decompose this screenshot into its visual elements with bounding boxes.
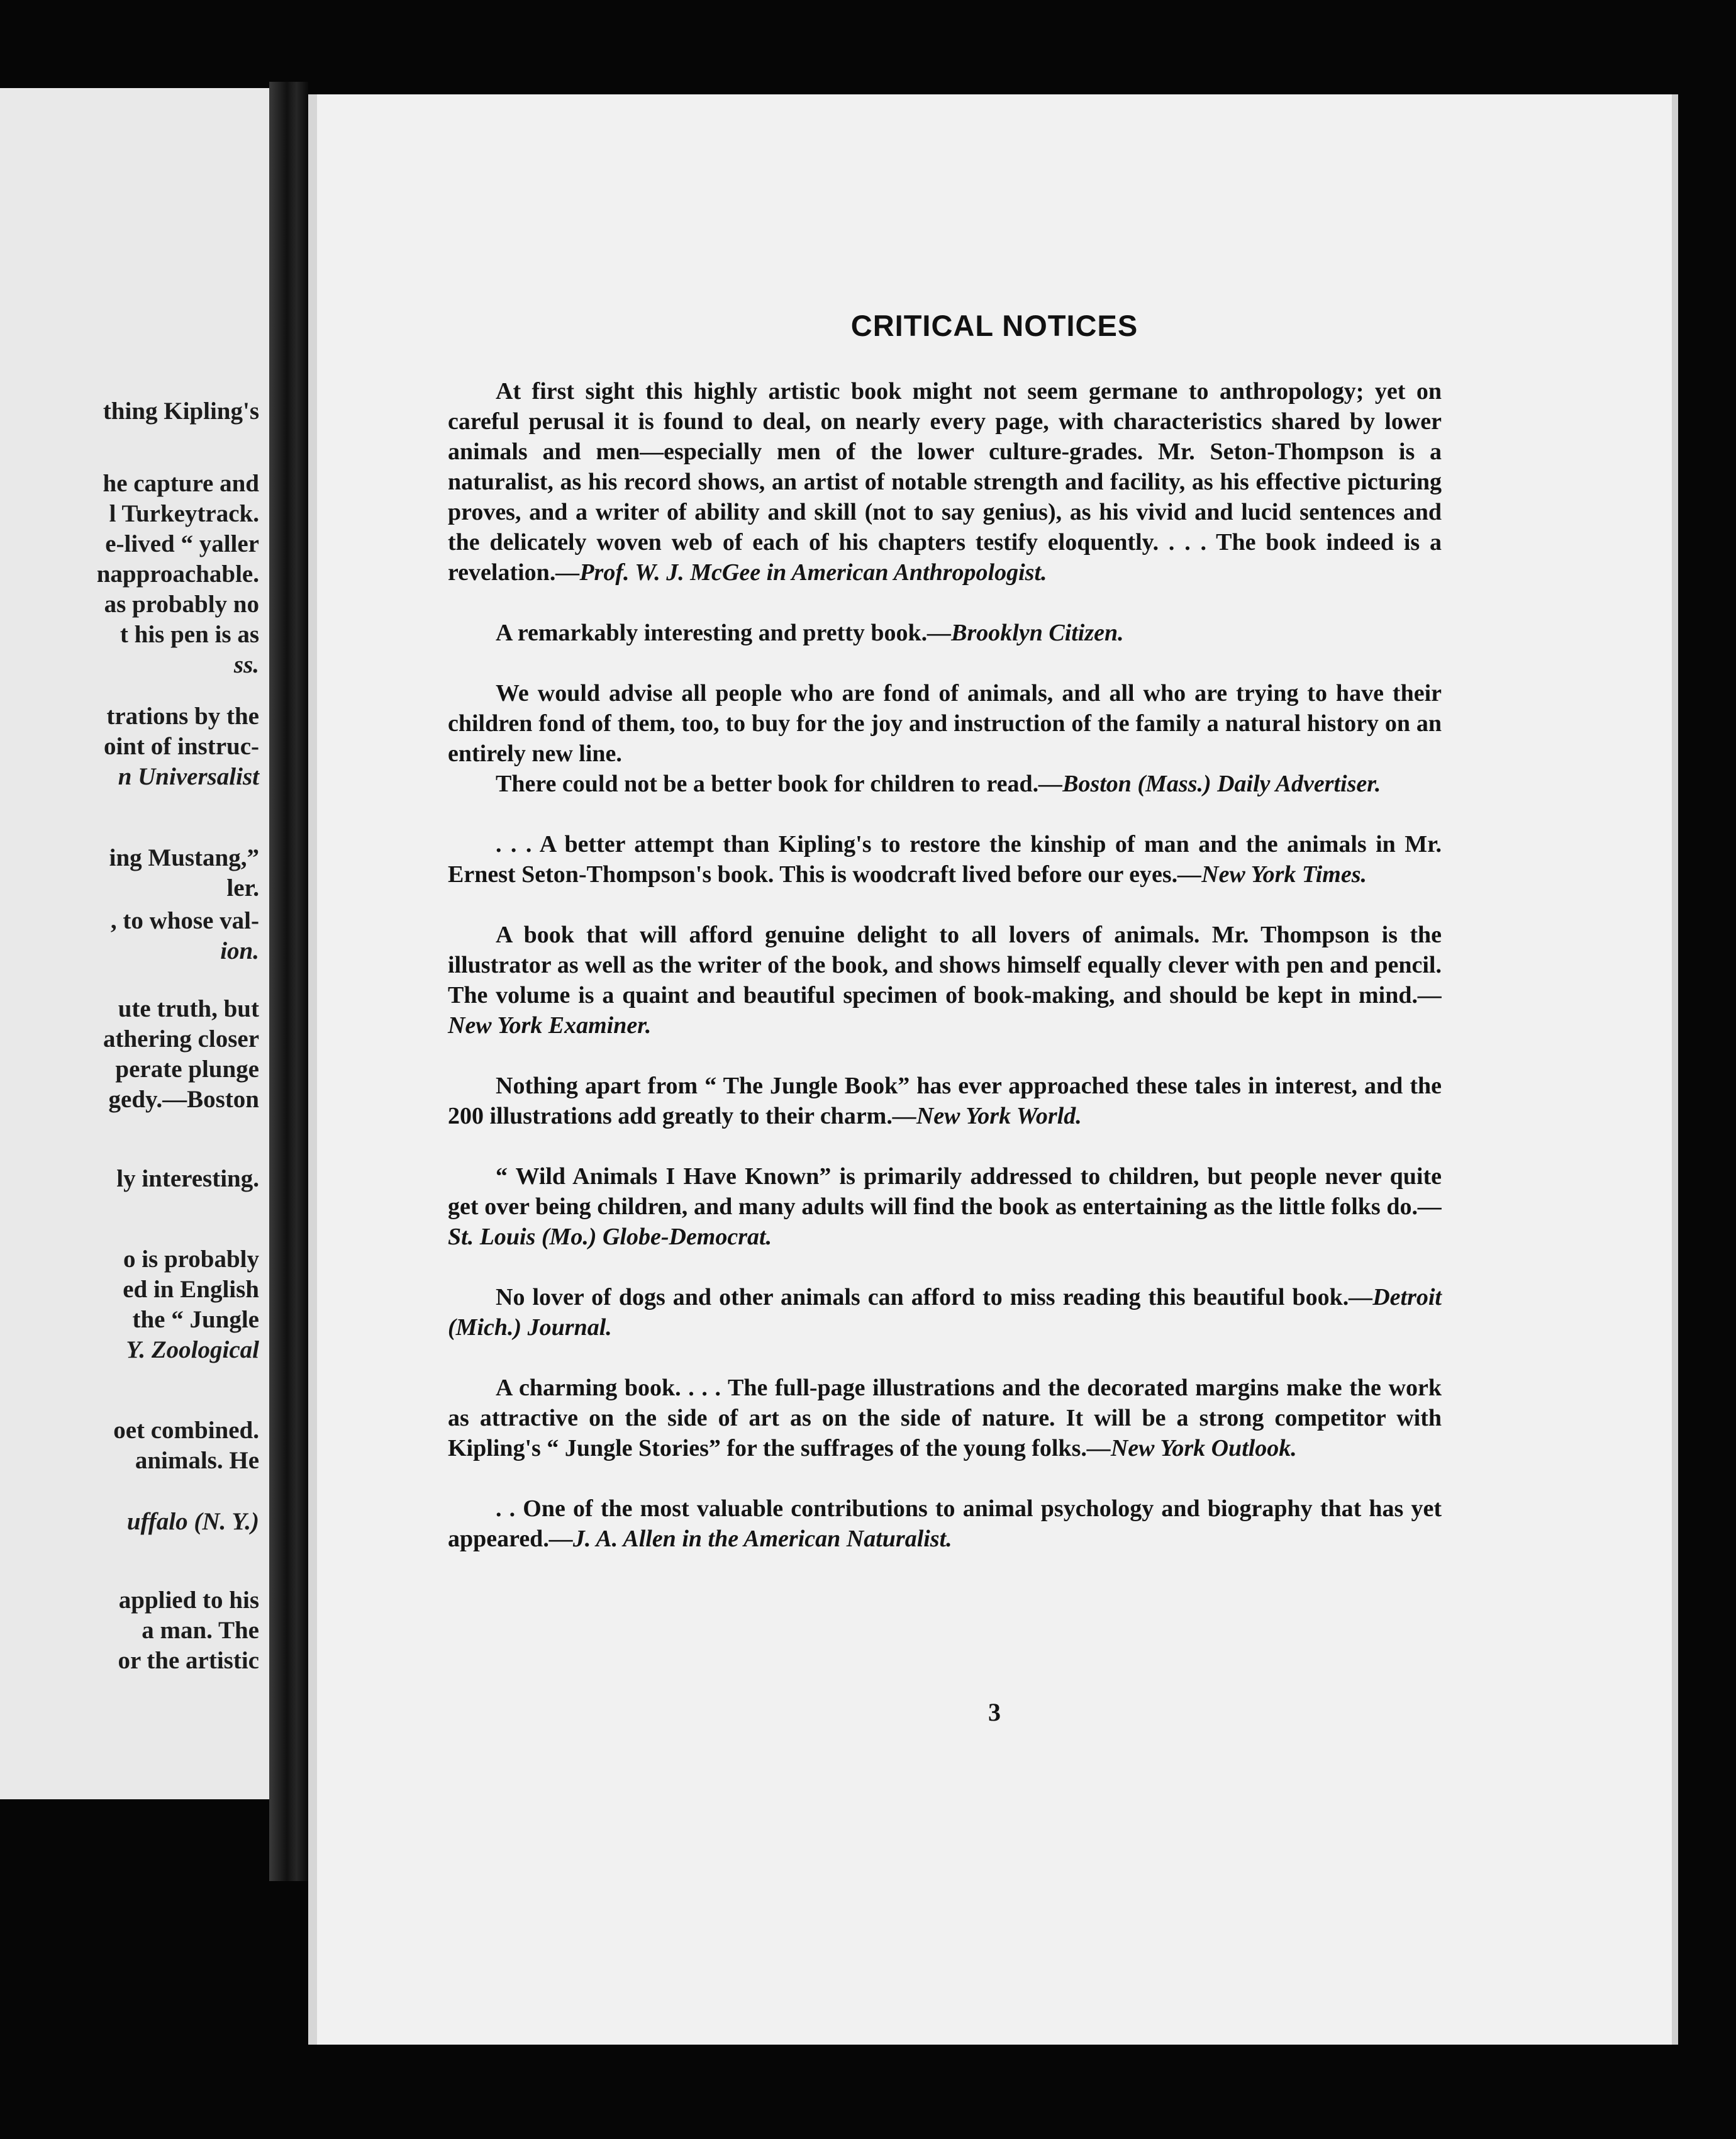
- critical-notice: [448, 829, 1442, 890]
- critical-notice: [448, 678, 1442, 769]
- notice-text: . . One of the most valuable contributions to animal psychology and biography that has yet appeared.: [448, 1495, 1442, 1552]
- left-page-text-line: or the artistic: [118, 1647, 259, 1674]
- notice-attribution: —Prof. W. J. McGee in American Anthropologist.: [555, 559, 1047, 586]
- left-page-text-line: animals. He: [135, 1447, 259, 1474]
- left-facing-page: [0, 88, 273, 1799]
- notice-attribution: —New York Outlook.: [1086, 1435, 1297, 1461]
- left-page-text-line: ion.: [220, 937, 259, 964]
- left-page-text-line: l Turkeytrack.: [109, 500, 259, 527]
- left-page-text-line: ly interesting.: [116, 1165, 259, 1192]
- left-page-text-line: ing Mustang,”: [109, 844, 259, 871]
- notice-text: Nothing apart from “ The Jungle Book” has ever approached these tales in interest, and the 200 illustrations add greatly to their charm.: [448, 1073, 1442, 1129]
- left-page-text-line: ss.: [233, 651, 259, 678]
- critical-notice: [448, 1373, 1442, 1463]
- notice-attribution: —J. A. Allen in the American Naturalist.: [548, 1526, 952, 1552]
- left-page-text-line: he capture and: [103, 470, 259, 497]
- left-page-text-line: ed in English: [123, 1276, 259, 1303]
- right-page: [308, 94, 1678, 2045]
- left-page-text-line: oet combined.: [113, 1417, 259, 1444]
- left-page-text-line: oint of instruc-: [104, 733, 259, 760]
- notice-attribution: —Boston (Mass.) Daily Advertiser.: [1038, 771, 1381, 797]
- notice-attribution: —New York World.: [892, 1103, 1082, 1129]
- notice-text: A book that will afford genuine delight to all lovers of animals. Mr. Thompson is the illustrator as well as the writer of the book, and shows himself equally clever with pen and pencil. The volume is a quaint and beautiful specimen of book-making, and should be kept in mind.: [448, 922, 1442, 1008]
- left-page-text-line: applied to his: [118, 1587, 259, 1614]
- notice-text: . . . A better attempt than Kipling's to restore the kinship of man and the animals in Mr. Ernest Seton-Thompson's book. This is woodcraft lived before our eyes.: [448, 831, 1442, 888]
- left-page-text-line: as probably no: [104, 591, 259, 618]
- left-page-text-line: n Universalist: [118, 763, 259, 790]
- notice-text: A charming book. . . . The full-page illustrations and the decorated margins make the work as attractive on the side of art as on the side of nature. It will be a strong competitor with Kipling's “ Jungle Stories” for the suffrages of the young folks.: [448, 1375, 1442, 1461]
- book-gutter: [269, 82, 308, 1881]
- notice-text: No lover of dogs and other animals can afford to miss reading this beautiful book.: [496, 1284, 1349, 1310]
- left-page-text-line: t his pen is as: [120, 621, 259, 648]
- critical-notice: [448, 1494, 1442, 1554]
- critical-notice: [448, 769, 1442, 799]
- left-page-text-line: , to whose val-: [110, 907, 259, 934]
- notice-attribution: —Brooklyn Citizen.: [927, 620, 1124, 646]
- critical-notice: [448, 1282, 1442, 1343]
- left-page-text-line: Y. Zoological: [126, 1336, 259, 1363]
- left-page-text-line: thing Kipling's: [103, 398, 259, 425]
- critical-notice: [448, 1161, 1442, 1252]
- left-page-text-line: trations by the: [106, 703, 259, 730]
- left-page-text-line: ute truth, but: [118, 995, 259, 1022]
- notice-attribution: —St. Louis (Mo.) Globe-Democrat.: [448, 1193, 1442, 1250]
- left-page-text-line: gedy.—Boston: [108, 1086, 259, 1113]
- notice-text: A remarkably interesting and pretty book.: [496, 620, 928, 646]
- left-page-text-line: a man. The: [142, 1617, 259, 1644]
- critical-notice: [448, 920, 1442, 1041]
- left-page-text-line: athering closer: [103, 1025, 259, 1053]
- notice-text: At first sight this highly artistic book might not seem germane to anthropology; yet on careful perusal it is found to deal, on nearly every page, with characteristics shared by lower animals and men—especially men of the lower culture-grades. Mr. Seton-Thompson is a naturalist, as his record shows, an artist of notable strength and facility, as his effective picturing proves, and a writer of ability and skill (not to say genius), as his vivid and lucid sentences and the delicately woven web of each of his chapters testify eloquently. . . . The book indeed is a revelation.: [448, 378, 1442, 586]
- page-number: 3: [988, 1698, 1001, 1726]
- critical-notice: [448, 618, 1442, 648]
- left-page-text-line: the “ Jungle: [132, 1306, 259, 1333]
- critical-notices: [448, 376, 1442, 1584]
- left-page-text-line: o is probably: [123, 1246, 259, 1273]
- notice-attribution: —New York Examiner.: [448, 982, 1442, 1039]
- page-title: CRITICAL NOTICES: [850, 309, 1138, 342]
- left-page-text-line: e-lived “ yaller: [105, 530, 259, 557]
- notice-attribution: —New York Times.: [1177, 861, 1367, 888]
- left-page-text-line: napproachable.: [96, 561, 259, 588]
- left-page-text-line: perate plunge: [115, 1056, 259, 1083]
- left-page-text-line: uffalo (N. Y.): [126, 1508, 259, 1535]
- left-page-text-line: ler.: [226, 874, 259, 902]
- notice-text: There could not be a better book for children to read.: [496, 771, 1039, 797]
- critical-notice: [448, 1071, 1442, 1131]
- notice-text: We would advise all people who are fond of animals, and all who are trying to have their children fond of them, too, to buy for the joy and instruction of the family a natural history on an entirely new line.: [448, 680, 1442, 767]
- notice-attribution: —Detroit (Mich.) Journal.: [448, 1284, 1442, 1341]
- notice-text: “ Wild Animals I Have Known” is primarily addressed to children, but people never quite get over being children, and many adults will find the book as entertaining as the little folks do.: [448, 1163, 1442, 1220]
- critical-notice: [448, 376, 1442, 588]
